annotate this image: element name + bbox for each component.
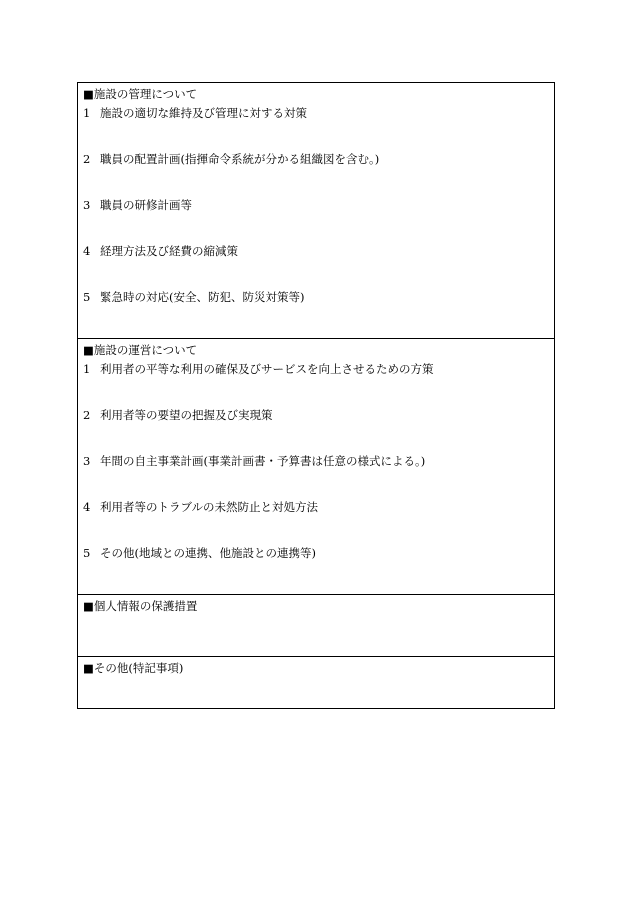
item-number: 1 — [83, 106, 91, 120]
item-text: 利用者等の要望の把握及び実現策 — [100, 408, 273, 422]
item-text: 利用者等のトラブルの未然防止と対処方法 — [100, 500, 319, 514]
item-text: 緊急時の対応(安全、防犯、防災対策等) — [100, 290, 305, 304]
item-text: 施設の適切な維持及び管理に対する対策 — [100, 106, 307, 120]
section-facility-management — [78, 83, 554, 338]
item-number: 3 — [83, 198, 91, 212]
item-text: 経理方法及び経費の縮減策 — [100, 244, 238, 258]
item-number: 4 — [83, 244, 91, 258]
list-item — [83, 106, 307, 120]
item-text: その他(地域との連携、他施設との連携等) — [100, 546, 316, 560]
section-other-notes — [78, 656, 554, 708]
list-item — [83, 290, 304, 304]
section-heading: ■その他(特記事項) — [83, 661, 184, 675]
item-number: 2 — [83, 152, 91, 166]
list-item — [83, 244, 238, 258]
list-item — [83, 546, 316, 560]
item-text: 職員の研修計画等 — [100, 198, 192, 212]
list-item — [83, 362, 434, 376]
list-item — [83, 454, 425, 468]
list-item — [83, 152, 379, 166]
list-item — [83, 500, 318, 514]
section-personal-info-protection — [78, 594, 554, 656]
section-heading: ■施設の管理について — [83, 87, 198, 101]
proposal-form-table — [77, 82, 555, 709]
item-text: 職員の配置計画(指揮命令系統が分かる組織図を含む。) — [100, 152, 380, 166]
section-heading: ■施設の運営について — [83, 343, 198, 357]
section-facility-operation — [78, 338, 554, 594]
section-heading: ■個人情報の保護措置 — [83, 599, 198, 613]
item-number: 2 — [83, 408, 91, 422]
item-number: 5 — [83, 546, 91, 560]
list-item — [83, 408, 273, 422]
item-number: 1 — [83, 362, 91, 376]
item-text: 年間の自主事業計画(事業計画書・予算書は任意の様式による。) — [100, 454, 426, 468]
item-number: 5 — [83, 290, 91, 304]
item-text: 利用者の平等な利用の確保及びサービスを向上させるための方策 — [100, 362, 434, 376]
list-item — [83, 198, 192, 212]
item-number: 3 — [83, 454, 91, 468]
item-number: 4 — [83, 500, 91, 514]
